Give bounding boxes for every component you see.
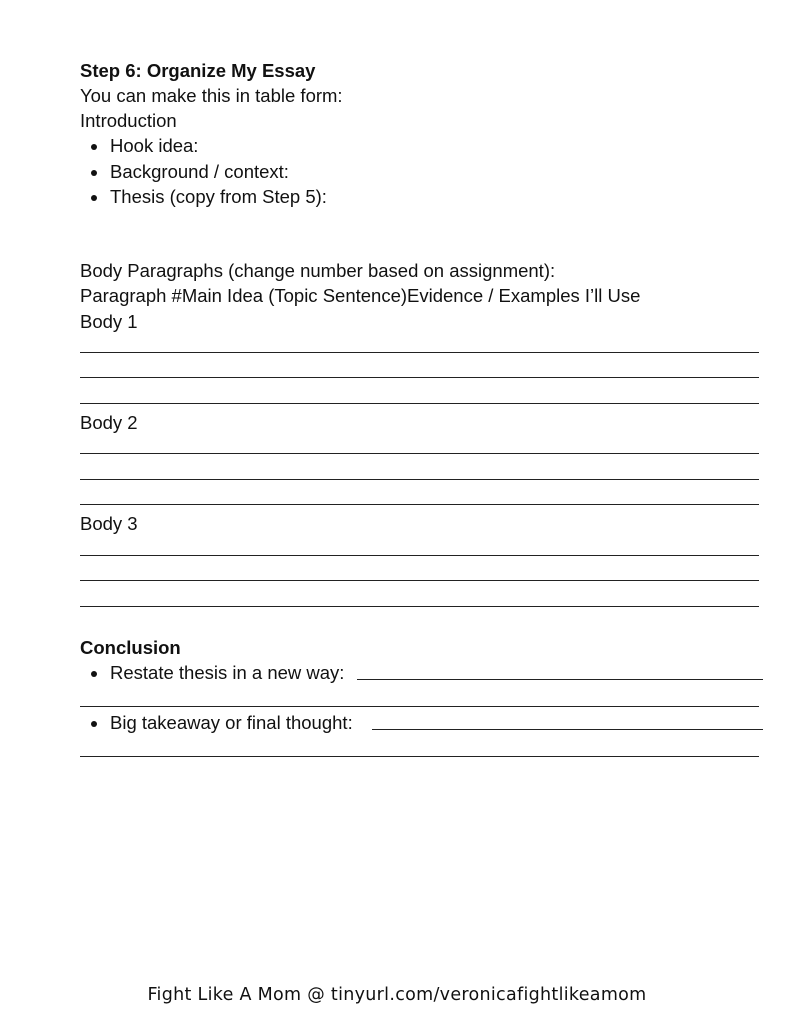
restate-thesis-line[interactable] [357,679,763,680]
writing-line[interactable] [80,580,759,581]
writing-line[interactable] [80,555,759,556]
body-1-label: Body 1 [80,311,138,332]
hook-idea-label: Hook idea: [110,135,199,156]
body-3-label: Body 3 [80,513,138,534]
writing-line[interactable] [80,453,759,454]
bullet-icon [91,671,97,677]
restate-thesis-label: Restate thesis in a new way: [110,662,345,683]
restate-thesis-item [110,662,344,684]
introduction-heading: Introduction [80,110,177,131]
bullet-icon [91,144,97,150]
takeaway-line[interactable] [372,729,763,730]
takeaway-label: Big takeaway or final thought: [110,712,353,733]
bullet-icon [91,170,97,176]
conclusion-heading: Conclusion [80,637,181,658]
writing-line[interactable] [80,479,759,480]
body-2-label: Body 2 [80,412,138,433]
background-label: Background / context: [110,161,289,182]
thesis-item [110,186,327,208]
writing-line[interactable] [80,403,759,404]
hook-idea-item [110,135,198,157]
writing-line[interactable] [80,606,759,607]
step-title: Step 6: Organize My Essay [80,60,316,81]
thesis-label: Thesis (copy from Step 5): [110,186,327,207]
bullet-icon [91,195,97,201]
writing-line[interactable] [80,352,759,353]
body-paragraphs-heading: Body Paragraphs (change number based on assignment): [80,260,556,281]
table-note: You can make this in table form: [80,85,343,106]
footer-credit: Fight Like A Mom @ tinyurl.com/veronicafightlikeamom [147,985,647,1005]
writing-line[interactable] [80,377,759,378]
writing-line[interactable] [80,504,759,505]
takeaway-item [110,712,353,734]
table-columns-line: Paragraph #Main Idea (Topic Sentence)Evidence / Examples I’ll Use [80,285,641,306]
background-item [110,161,289,183]
writing-line[interactable] [80,706,759,707]
writing-line[interactable] [80,756,759,757]
bullet-icon [91,721,97,727]
